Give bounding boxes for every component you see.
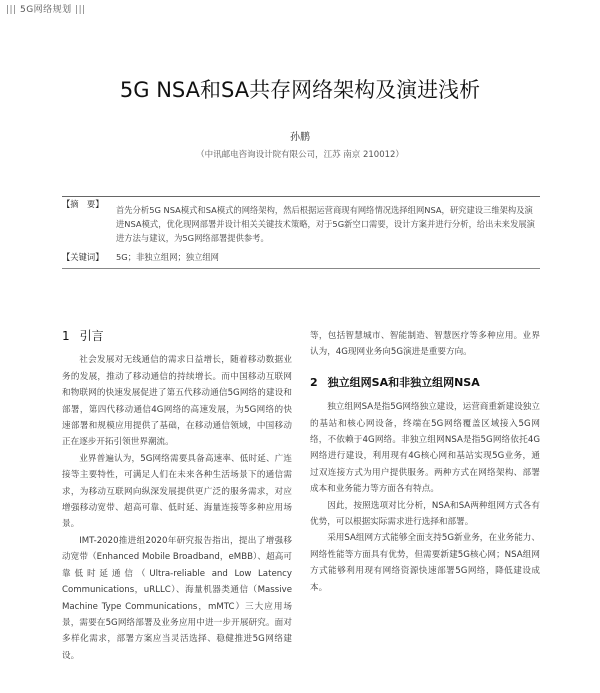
section-title: 独立组网SA和非独立组网NSA	[327, 375, 480, 389]
paragraph: 独立组网SA是指5G网络独立建设，运营商重新建设独立的基站和核心网设备，终端在5G网络覆盖区域接入5G网络，不依赖于4G网络。非独立组网NSA是指5G网络依托4G网络进行建设，利用现有4G核心网和基站实现5G业务，通过双连接方式为用户提供服务。两种方式在网络架构、部署成本和业务能力等方面各有特点。	[310, 402, 540, 495]
keywords-label: 【关键词】	[62, 252, 104, 262]
section-label: 5G网络规划	[19, 5, 72, 15]
section-title: 引言	[79, 329, 104, 343]
section-heading-intro	[62, 328, 292, 344]
decor-bars-right: |||	[75, 5, 86, 15]
left-column	[62, 328, 292, 664]
decor-bars-left: |||	[6, 5, 17, 15]
paragraph: 因此，按照选项对比分析，NSA和SA两种组网方式各有优势，可以根据实际需求进行选择和部署。	[310, 500, 540, 528]
article-author: 孙鹏	[290, 132, 310, 143]
author-affiliation: （中讯邮电咨询设计院有限公司，江苏 南京 210012）	[196, 150, 404, 160]
abstract-label: 【摘 要】	[62, 199, 104, 209]
abstract-text: 首先分析5G NSA模式和SA模式的网络架构，然后根据运营商现有网络情况选择组网NSA，研究建设三维架构及演进NSA模式，优化现网部署并设计相关关键技术策略，对于5G新空口需要，设计方案并进行分析，给出未来发展演进方法与建议，为5G网络部署提供参考。	[116, 205, 535, 243]
abstract-block	[62, 196, 540, 245]
right-column	[310, 328, 540, 596]
paragraph-continued: 等，包括智慧城市、智能制造、智慧医疗等多种应用。业界认为，4G现网业务向5G演进是重要方向。	[310, 331, 540, 358]
keywords-block	[62, 250, 540, 264]
section-heading-2	[310, 375, 540, 391]
paragraph: 采用SA组网方式能够全面支持5G新业务，在业务能力、网络性能等方面具有优势，但需要新建5G核心网；NSA组网方式能够利用现有网络资源快速部署5G网络，降低建设成本。	[310, 533, 540, 593]
paragraph: 社会发展对无线通信的需求日益增长，随着移动数据业务的发展，推动了移动通信的持续增长。而中国移动互联网和物联网的快速发展促进了第五代移动通信5G网络的建设和部署，第四代移动通信4G网络的高速发展，为5G网络的快速部署和规模应用提供了基础，在移动通信领域，中国移动正在逐步开拓引领世界潮流。	[62, 355, 292, 448]
journal-section-tag	[6, 2, 86, 15]
meta-divider	[62, 268, 540, 269]
paragraph: 业界普遍认为，5G网络需要具备高速率、低时延、广连接等主要特性，可满足人们在未来各种生活场景下的通信需求，为移动互联网向纵深发展提供更广泛的服务需求，对应增强移动宽带、超高可靠、低时延、海量连接等多种应用场景。	[62, 453, 292, 530]
section-number: 1	[62, 329, 70, 343]
section-number: 2	[310, 375, 318, 389]
article-title: 5G NSA和SA共存网络架构及演进浅析	[119, 78, 481, 102]
paragraph: IMT-2020推进组2020年研究报告指出，提出了增强移动宽带（Enhanced Mobile Broadband，eMBB）、超高可靠低时延通信（Ultra-reliable and Low Latency Communications，uRLLC）、海量机器类通信（Massive Machine Type Communications，mMTC）三大应用场景，需要在5G网络部署及业务应用中进一步开展研究。面对多样化需求，部署方案应当灵活选择、稳健推进5G网络建设。	[62, 535, 292, 661]
keywords-text: 5G；非独立组网；独立组网	[116, 252, 219, 262]
